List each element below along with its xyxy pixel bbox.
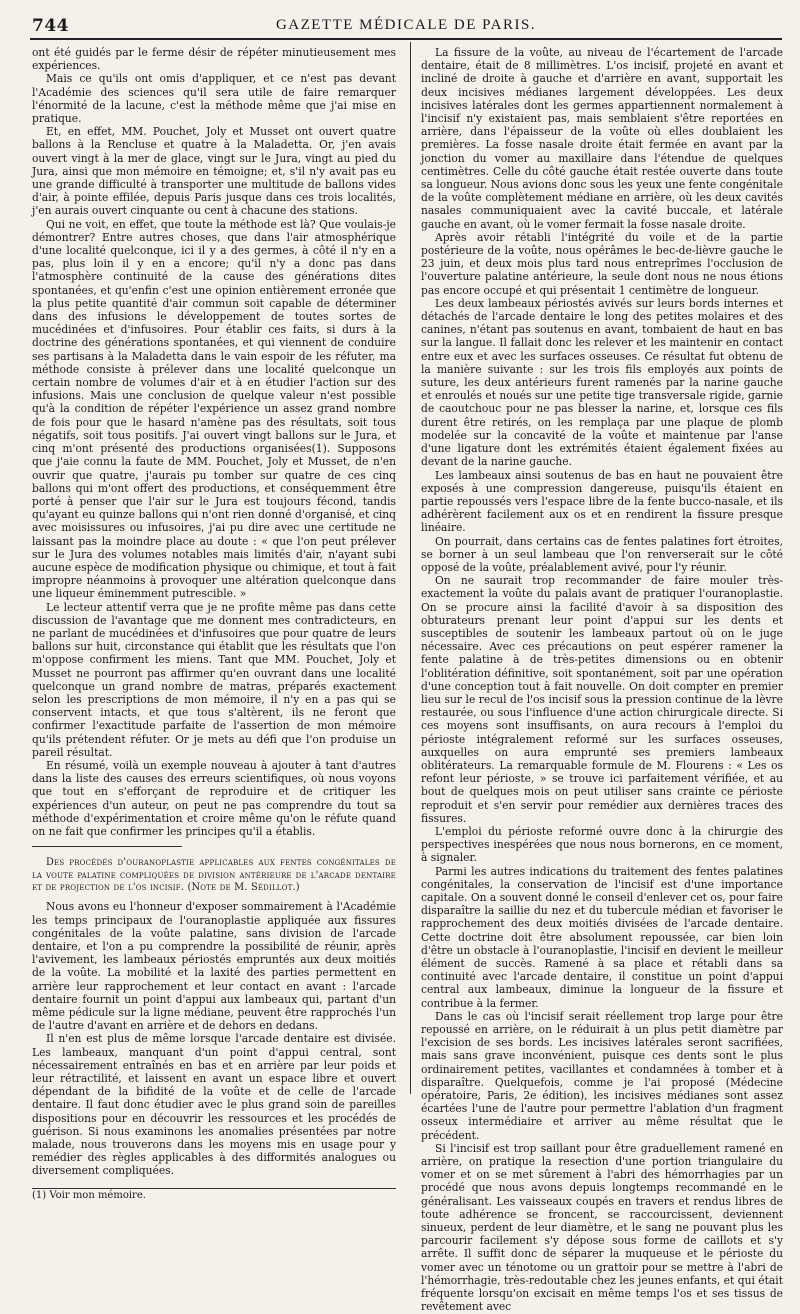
section-separator — [32, 846, 182, 847]
section-title — [32, 857, 396, 894]
page-header — [30, 6, 782, 36]
paragraph: Qui ne voit, en effet, que toute la méthode est là? Que voulais-je démontrer? Entre autres choses, que dans l'air atmosphérique d'une localité quelconque, ici il y a des germes, à côté il n'y en a pas, plus loin il y en a encore; qu'il n'y a donc pas dans l'atmosphère continuité de la cause des générations dites spontanées, et qu'enfin c'est une opinion entièrement erronée que la plus petite quantité d'air commun soit capable de déterminer dans des infusions le développement de toutes sortes de mucédinées et d'infusoires. Pour établir ces faits, si durs à la doctrine des générations spontanées, et qui viennent de conduire ses partisans à la Maladetta dans le vain espoir de les réfuter, ma méthode consiste à prélever dans une localité quelconque un certain nombre de volumes d'air et à en étudier l'action sur des infusions. Mais une conclusion de quelque valeur n'est possible qu'à la condition de répéter l'expérience un assez grand nombre de fois pour que le hasard n'amène pas des résultats, soit tous négatifs, soit tous positifs. J'ai ouvert vingt ballons sur le Jura, et cinq m'ont présenté des productions organisées(1). Supposons que j'aie connu la faute de MM. Pouchet, Joly et Musset, de n'en ouvrir que quatre, j'aurais pu tomber sur quatre de ces cinq ballons qui m'ont offert des productions, et conséquemment être porté à penser que l'air sur le Jura est toujours fécond, tandis qu'ayant eu quinze ballons qui n'ont rien donné d'organisé, et cinq avec moisissures ou infusoires, j'ai pu dire avec une certitude ne laissant pas la moindre place au doute : « que l'on peut prélever sur le Jura des volumes notables mais limités d'air, n'ayant subi aucune espèce de modification physique ou chimique, et tout à fait impropre néanmoins à provoquer une altération quelconque dans une liqueur éminemment putrescible. » — [32, 217, 396, 601]
paragraph: Si l'incisif est trop saillant pour être graduellement ramené en arrière, on pratique la resection d'une portion triangulaire du vomer et on se met sûrement à l'abri des hémorrhagies par un procédé que nous avons depuis longtemps recommandé en le généralisant. Les vaisseaux coupés en travers et rendus libres de toute adhérence se froncent, se raccourcissent, deviennent sinueux, perdent de leur diamètre, et le sang ne pouvant plus les parcourir facilement s'y dépose sous forme de caillots et s'y arrête. Il suffit donc de séparer la muqueuse et le périoste du vomer avec un ténotome ou un grattoir pour se mettre à l'abri de l'hémorrhagie, très-redoutable chez les jeunes enfants, et qui était fréquente lorsqu'on excisait en même temps l'os et ses tissus de revêtement avec — [421, 1141, 783, 1314]
column-divider — [410, 42, 411, 1094]
footnote: (1) Voir mon mémoire. — [32, 1189, 146, 1201]
journal-title: GAZETTE MÉDICALE DE PARIS. — [275, 17, 537, 33]
paragraph: ont été guidés par le ferme désir de répéter minutieusement mes expériences. — [32, 46, 396, 73]
section-note: (Note de M. Sédillot.) — [187, 882, 300, 893]
paragraph: Dans le cas où l'incisif serait réellement trop large pour être repoussé en arrière, on le réduirait à un plus petit diamètre par l'excision de ses bords. Les incisives latérales seront sacrifiées, mais sans grave inconvénient, puisque ces dents sont le plus ordinairement petites, vacillantes et condamnées à tomber et à disparaître. Quelquefois, comme je l'ai proposé (Médecine opératoire, Paris, 2e édition), les incisives médianes sont assez écartées l'une de l'autre pour permettre l'ablation d'un fragment osseux intermédiaire et arriver au même résultat que le précédent. — [421, 1009, 783, 1142]
paragraph: Il n'en est plus de même lorsque l'arcade dentaire est divisée. Les lambeaux, manquant d'un point d'appui central, sont nécessairement entraînés en bas et en arrière par leur poids et leur rétractilité, et laissent en avant un espace libre et ouvert dépendant de la bifidité de la voûte et de celle de l'arcade dentaire. Il faut donc étudier avec le plus grand soin de pareilles dispositions pour en découvrir les ressources et les procédés de guérison. Si nous examinons les anomalies présentées par notre malade, nous trouverons dans les moyens mis en usage pour y remédier des règles applicables à des difformités analogues ou diversement compliquées. — [32, 1032, 396, 1178]
paragraph: Nous avons eu l'honneur d'exposer sommairement à l'Académie les temps principaux de l'ouranoplastie appliquée aux fissures congénitales de la voûte palatine, sans division de l'arcade dentaire, et l'on a pu comprendre la possibilité de réunir, après l'avivement, les lambeaux périostés empruntés aux deux moitiés de la voûte. La mobilité et la laxité des parties permettent en arrière leur rapprochement et leur contact en avant : l'arcade dentaire fournit un point d'appui aux lambeaux qui, partant d'un même pédicule sur la ligne médiane, peuvent être rapprochés l'un de l'autre d'avant en arrière et de dehors en dedans. — [32, 900, 396, 1033]
paragraph: Après avoir rétabli l'intégrité du voile et de la partie postérieure de la voûte, nous opérâmes le bec-de-lièvre gauche le 23 juin, et deux mois plus tard nous entreprîmes l'occlusion de l'ouverture palatine antérieure, la seule dont nous ne nous étions pas encore occupé et qui présentait 1 centimètre de longueur. — [421, 230, 783, 297]
paragraph: Parmi les autres indications du traitement des fentes palatines congénitales, la conservation de l'incisif est d'une importance capitale. On a souvent donné le conseil d'enlever cet os, pour faire disparaître la saillie du nez et du tubercule médian et favoriser le rapprochement des deux moitiés divisées de l'arcade dentaire. Cette doctrine doit être absolument repoussée, car bien loin d'être un obstacle à l'ouranoplastie, l'incisif en devient le meilleur élément de succès. Ramené à sa place et rétabli dans sa continuité avec l'arcade dentaire, il constitue un point d'appui central aux lambeaux, diminue la longueur de la fissure et contribue à la fermer. — [421, 864, 783, 1010]
paragraph: La fissure de la voûte, au niveau de l'écartement de l'arcade dentaire, était de 8 millimètres. L'os incisif, projeté en avant et incliné de droite à gauche et d'arrière en avant, supportait les deux incisives médianes largement développées. Les deux incisives latérales dont les germes appartiennent normalement à l'incisif n'y existaient pas, mais semblaient s'être reportées en arrière, dans l'épaisseur de la voûte où elles doublaient les premières. La fosse nasale droite était fermée en avant par la jonction du vomer au maxillaire dans l'étendue de quelques centimètres. Celle du côté gauche était restée ouverte dans toute sa longueur. Nous avions donc sous les yeux une fente congénitale de la voûte complètement médiane en arrière, où les deux cavités nasales communiquaient avec la cavité buccale, et latérale gauche en avant, où le vomer fermait la fosse nasale droite. — [421, 46, 783, 231]
right-column — [421, 46, 783, 1314]
paragraph: Et, en effet, MM. Pouchet, Joly et Musset ont ouvert quatre ballons à la Rencluse et quatre à la Maladetta. Or, j'en avais ouvert vingt à la mer de glace, vingt sur le Jura, vingt au pied du Jura, ainsi que mon mémoire en témoigne; et, s'il n'y avait pas eu une grande difficulté à transporter une multitude de ballons vides d'air, à pointe effilée, depuis Paris jusque dans ces trois localités, j'en aurais ouvert cinquante ou cent à chacune des stations. — [32, 125, 396, 218]
paragraph: Les lambeaux ainsi soutenus de bas en haut ne pouvaient être exposés à une compression dangereuse, puisqu'ils étaient en partie repoussés vers l'espace libre de la fente bucco-nasale, et ils adhérèrent facilement aux os et en rendirent la fissure presque linéaire. — [421, 468, 783, 535]
paragraph: En résumé, voilà un exemple nouveau à ajouter à tant d'autres dans la liste des causes des erreurs scientifiques, où nous voyons que tout en s'efforçant de reproduire et de critiquer les expériences d'un auteur, on peut ne pas comprendre du tout sa méthode d'expérimentation et croire même qu'on le réfute quand on ne fait que confirmer les principes qu'il a établis. — [32, 758, 396, 838]
paragraph: L'emploi du périoste reformé ouvre donc à la chirurgie des perspectives inespérées que nous nous bornerons, en ce moment, à signaler. — [421, 824, 783, 865]
paragraph: On pourrait, dans certains cas de fentes palatines fort étroites, se borner à un seul lambeau que l'on renverserait sur le côté opposé de la voûte, préalablement avivé, pour l'y réunir. — [421, 534, 783, 574]
left-column — [32, 46, 396, 1201]
header-rule — [30, 38, 782, 40]
paragraph: Mais ce qu'ils ont omis d'appliquer, et ce n'est pas devant l'Académie des sciences qu'il sera utile de faire remarquer l'énormité de la lacune, c'est la méthode même que j'ai mise en pratique. — [32, 72, 396, 126]
paragraph: On ne saurait trop recommander de faire mouler très-exactement la voûte du palais avant de pratiquer l'ouranoplastie. On se procure ainsi la facilité d'avoir à sa disposition des obturateurs prenant leur point d'appui sur les dents et susceptibles de soutenir les lambeaux partout où on le juge nécessaire. Avec ces précautions on peut espérer ramener la fente palatine à de très-petites dimensions ou en obtenir l'oblitération définitive, soit spontanément, soit par une opération d'une conception tout à fait nouvelle. On doit compter en premier lieu sur le recul de l'os incisif sous la pression continue de la lèvre restaurée, ou sous l'influence d'une action chirurgicale directe. Si ces moyens sont insuffisants, on aura recours à l'emploi du périoste intégralement reformé sur les surfaces osseuses, auxquelles on aura emprunté ses premiers lambeaux oblitérateurs. La remarquable formule de M. Flourens : « Les os refont leur périoste, » se trouve ici parfaitement vérifiée, et au bout de quelques mois on peut utiliser sans crainte ce périoste reproduit et s'en servir pour remédier aux dernières traces des fissures. — [421, 574, 783, 825]
page-number: 744 — [32, 16, 69, 36]
paragraph: Les deux lambeaux périostés avivés sur leurs bords internes et détachés de l'arcade dentaire le long des petites molaires et des canines, n'étant pas soutenus en avant, tombaient de haut en bas sur la langue. Il fallait donc les relever et les maintenir en contact entre eux et avec les surfaces osseuses. Ce résultat fut obtenu de la manière suivante : sur les trois fils employés aux points de suture, les deux antérieurs furent ramenés par la narine gauche et enroulés et noués sur une petite tige transversale rigide, garnie de caoutchouc pour ne pas blesser la narine, et, lorsque ces fils durent être retirés, on les remplaça par une plaque de plomb modelée sur la concavité de la voûte et maintenue par l'anse d'une ligature dont les extrémités étaient également fixées au devant de la narine gauche. — [421, 296, 783, 469]
newspaper-page — [30, 0, 783, 1314]
paragraph: Le lecteur attentif verra que je ne profite même pas dans cette discussion de l'avantage que me donnent mes contradicteurs, en ne parlant de mucédinées et d'infusoires que pour quatre de leurs ballons sur huit, circonstance qui établit que les résultats que l'on m'oppose confirment les miens. Tant que MM. Pouchet, Joly et Musset ne pourront pas affirmer qu'en ouvrant dans une localité quelconque un grand nombre de matras, préparés exactement selon les prescriptions de mon mémoire, il n'y en a pas qui se conservent intacts, et que tous s'altèrent, ils ne feront que confirmer l'exactitude parfaite de l'assertion de mon mémoire qu'ils prétendent réfuter. Or je mets au défi que l'on produise un pareil résultat. — [32, 600, 396, 759]
section-title-text: Des procédés d'ouranoplastie applicables aux fentes congénitales de la voute palatine compliquées de division antérieure de l'arcade dentaire et de projection de l'os incisif. — [32, 857, 396, 893]
